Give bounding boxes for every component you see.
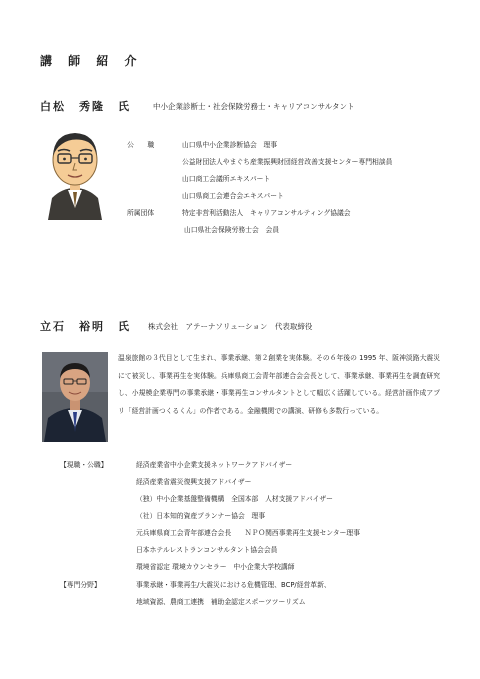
speaker2-current-item: 経済産業省震災復興支援アドバイザー xyxy=(136,478,252,486)
speaker2-name: 立石 裕明 氏 xyxy=(40,320,131,333)
speaker1-group-item: 山口県社会保険労務士会 会員 xyxy=(184,226,280,234)
speaker1-subtitle: 中小企業診断士・社会保険労務士・キャリアコンサルタント xyxy=(153,102,355,111)
speaker1-position-label: 公 職 xyxy=(127,141,155,149)
speaker2-bio: 温泉旅館の３代目として生まれ、事業承継、第２創業を実体験。その６年後の 1995 年、阪神淡路大震災にて被災し、事業再生を実体験。兵庫県商工会青年部連合会会長として、事業承継、事業再生を調査研究し、小規模企業専門の事業承継・事業再生コンサルタントとして幅広く活躍している。経営計画作成アプリ「経営計画つくるくん」の作者である。金融機関での講演、研修も多数行っている。 xyxy=(118,354,440,415)
speaker2-current-item: （社）日本知的資産プランナー協会 理事 xyxy=(136,512,266,520)
speaker2-special-item: 事業承継・事業再生/大震災における危機管理、BCP/経営革新、 xyxy=(136,581,331,589)
speaker2-current-item: 日本ホテルレストランコンサルタント協会会員 xyxy=(136,546,278,554)
speaker1-position-item: 山口商工会議所エキスパート xyxy=(182,175,271,183)
speaker2-current-item: 元兵庫県商工会青年部連合会長 ＮＰＯ関西事業再生支援センター理事 xyxy=(136,529,361,537)
speaker2-photo xyxy=(42,352,108,442)
speaker1-position-item: 山口県商工会連合会エキスパート xyxy=(182,192,284,200)
page-title: 講 師 紹 介 xyxy=(40,54,143,68)
speaker2-current-item: 環境省認定 環境カウンセラー 中小企業大学校講師 xyxy=(136,563,295,571)
speaker2-current-item: 経済産業省中小企業支援ネットワークアドバイザー xyxy=(136,461,293,469)
speaker2-current-label: 【現職・公職】 xyxy=(60,461,108,469)
speaker1-group-item: 特定非営利活動法人 キャリアコンサルティング協議会 xyxy=(182,209,351,217)
speaker2-subtitle: 株式会社 アテーナソリューション 代表取締役 xyxy=(148,322,313,331)
speaker1-caricature xyxy=(42,128,108,220)
speaker1-group-label: 所属団体 xyxy=(127,209,155,217)
speaker1-position-item: 公益財団法人やまぐち産業振興財団経営改善支援センター専門相談員 xyxy=(182,158,393,166)
speaker1-position-item: 山口県中小企業診断協会 理事 xyxy=(182,141,278,149)
speaker2-current-item: （独）中小企業基盤整備機構 全国本部 人材支援アドバイザー xyxy=(136,495,333,503)
speaker2-special-item: 地域資源、農商工連携 補助金認定スポーツツーリズム xyxy=(136,598,306,606)
speaker2-special-label: 【専門分野】 xyxy=(60,581,101,589)
speaker1-name: 白松 秀隆 氏 xyxy=(40,100,131,113)
